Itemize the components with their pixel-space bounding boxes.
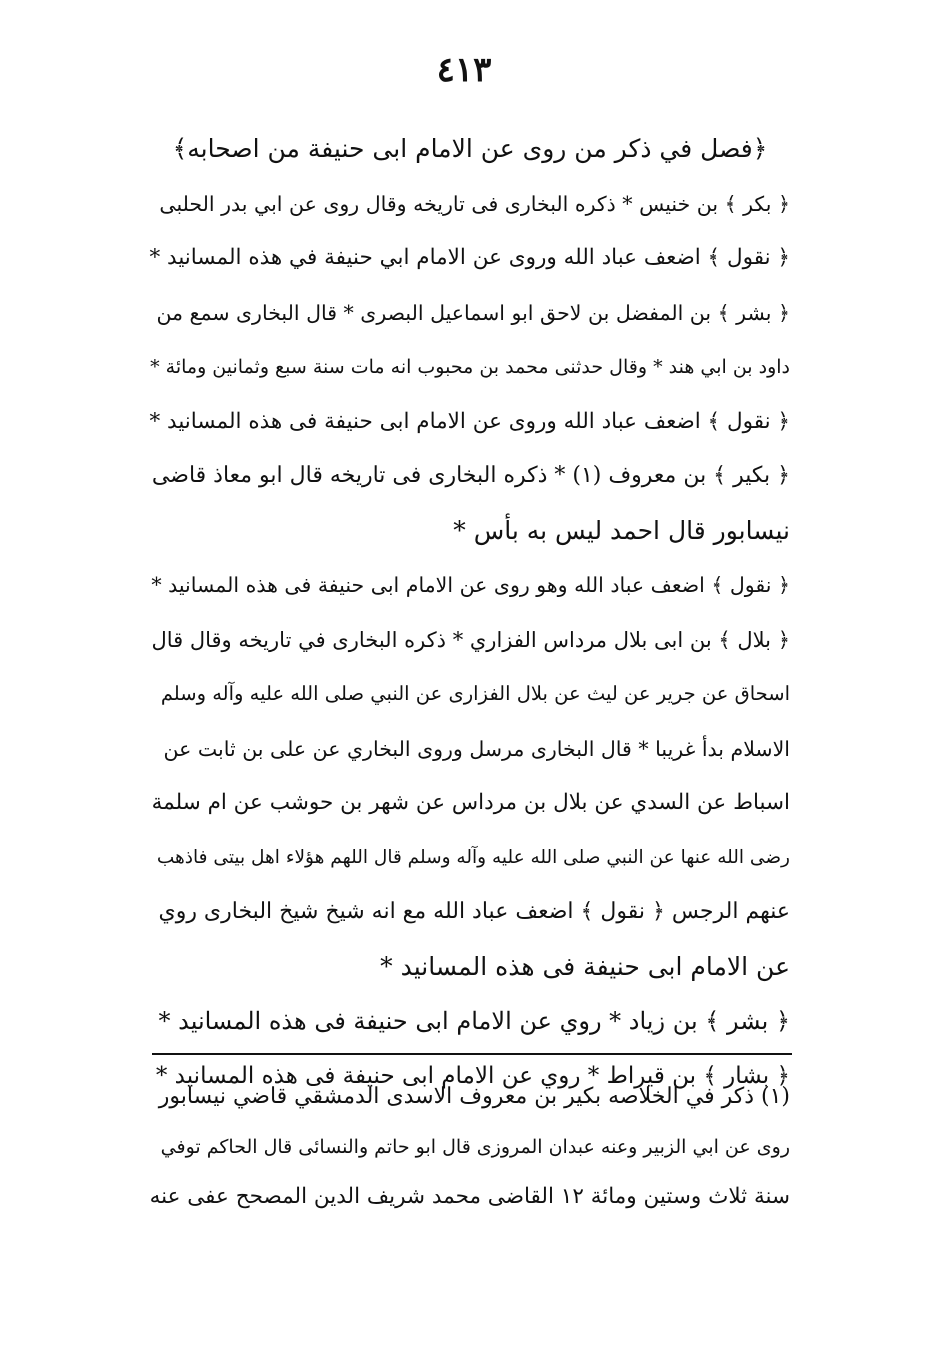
text-line: داود بن ابي هند * وقال حدثنى محمد بن محبوب انه مات سنة سبع وثمانين ومائة *: [150, 356, 790, 378]
text-line: اسباط عن السدي عن بلال بن مرداس عن شهر بن حوشب عن ام سلمة: [151, 790, 790, 815]
text-line: عنهم الرجس ﴿ نقول ﴾ اضعف عباد الله مع انه شيخ شيخ البخارى روي: [158, 899, 790, 924]
footnote-line: روى عن ابي الزبير وعنه عبدان المروزى قال ابو حاتم والنسائى قال الحاكم توفي: [160, 1136, 790, 1158]
page-number: ٤١٣: [436, 50, 492, 90]
footnote-divider: [152, 1053, 792, 1055]
footnote-line: (١) ذكر في الخلاصه بكير بن معروف الاسدى الدمشقي قاضي نيسابور: [158, 1084, 790, 1109]
text-line: ﴿ بشر ﴾ بن المفضل بن لاحق ابو اسماعيل البصرى * قال البخارى سمع من: [156, 300, 790, 325]
text-line: عن الامام ابى حنيفة فى هذه المسانيد *: [380, 951, 790, 981]
section-heading: ﴿فصل في ذكر من روى عن الامام ابى حنيفة من اصحابه﴾: [172, 134, 768, 163]
footnote-line: سنة ثلاث وستين ومائة ١٢ القاضى محمد شريف الدين المصحح عفى عنه: [149, 1184, 790, 1209]
text-line: ﴿ بلال ﴾ بن ابى بلال مرداس الفزاري * ذكره البخارى في تاريخه وقال قال: [151, 627, 790, 652]
text-line: ﴿ نقول ﴾ اضعف عباد الله وهو روى عن الامام ابى حنيفة فى هذه المسانيد *: [151, 573, 790, 597]
text-line: ﴿ نقول ﴾ اضعف عباد الله وروى عن الامام ابي حنيفة في هذه المسانيد *: [149, 245, 790, 270]
text-line: رضى الله عنها عن النبي صلى الله عليه وآله وسلم قال اللهم هؤلاء اهل بيتى فاذهب: [156, 846, 790, 868]
text-line: ﴿ بكير ﴾ بن معروف (١) * ذكره البخارى فى تاريخه قال ابو معاذ قاضى: [151, 463, 790, 488]
text-line: الاسلام بدأ غريبا * قال البخارى مرسل وروى البخاري عن على بن ثابت عن: [163, 736, 790, 761]
footnotes: [150, 1072, 790, 1222]
main-text: [150, 122, 790, 1103]
text-line: اسحاق عن جرير عن ليث عن بلال الفزارى عن النبي صلى الله عليه وآله وسلم: [160, 682, 790, 705]
text-line: ﴿ بشر ﴾ بن زياد * روي عن الامام ابى حنيفة فى هذه المسانيد *: [158, 1007, 790, 1035]
text-line: ﴿ بشار ﴾ بن قيراط * روي عن الامام ابى حنيفة فى هذه المسانيد *: [155, 1062, 790, 1089]
text-line: نيسابور قال احمد ليس به بأس *: [453, 515, 790, 545]
text-line: ﴿ نقول ﴾ اضعف عباد الله وروى عن الامام ابى حنيفة فى هذه المسانيد *: [149, 408, 790, 434]
text-line: ﴿ بكر ﴾ بن خنيس * ذكره البخارى فى تاريخه وقال روى عن ابي بدر الحلبى: [159, 191, 790, 216]
